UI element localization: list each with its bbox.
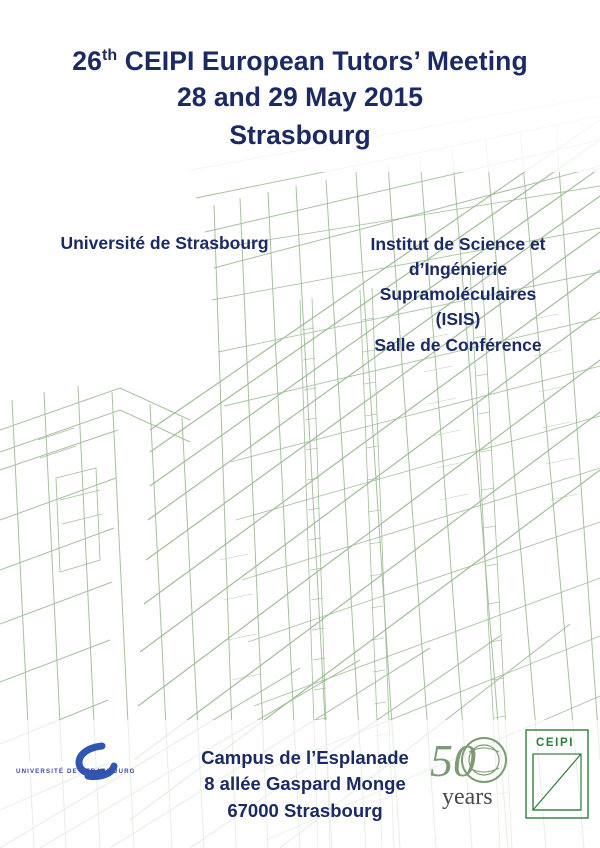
- svg-text:50: 50: [430, 735, 476, 786]
- venue-institute-line-4: (ISIS): [435, 309, 481, 330]
- venue-institute: [325, 232, 591, 358]
- ceipi-logo-wordmark: CEIPI: [536, 737, 575, 749]
- venue-university: Université de Strasbourg: [60, 233, 269, 253]
- title-ordinal-suffix: th: [101, 47, 118, 65]
- address-line-3: 67000 Strasbourg: [227, 799, 383, 821]
- venue-institute-line-5: Salle de Conférence: [374, 334, 542, 355]
- venue-institute-line-1: Institut de Science et: [370, 234, 546, 254]
- address-line-2: 8 allée Gaspard Monge: [204, 773, 406, 795]
- fifty-years-logo: [428, 730, 524, 816]
- title-dates: 28 and 29 May 2015: [176, 82, 424, 113]
- title-number: 26: [72, 46, 102, 76]
- venue-institute-line-3: Supramoléculaires: [379, 284, 537, 305]
- universite-logo-wordmark: UNIVERSITÉ DE STRASBOURG: [16, 768, 136, 775]
- venue-address: [160, 745, 450, 824]
- address-line-1: Campus de l’Esplanade: [201, 747, 409, 768]
- title-main-text: CEIPI European Tutors’ Meeting: [117, 46, 528, 76]
- title-city: Strasbourg: [229, 120, 371, 151]
- venue-institute-line-2: d’Ingénierie: [408, 259, 508, 280]
- svg-text:years: years: [442, 784, 493, 810]
- title-line-1: [0, 46, 600, 77]
- poster-title-block: [0, 46, 600, 153]
